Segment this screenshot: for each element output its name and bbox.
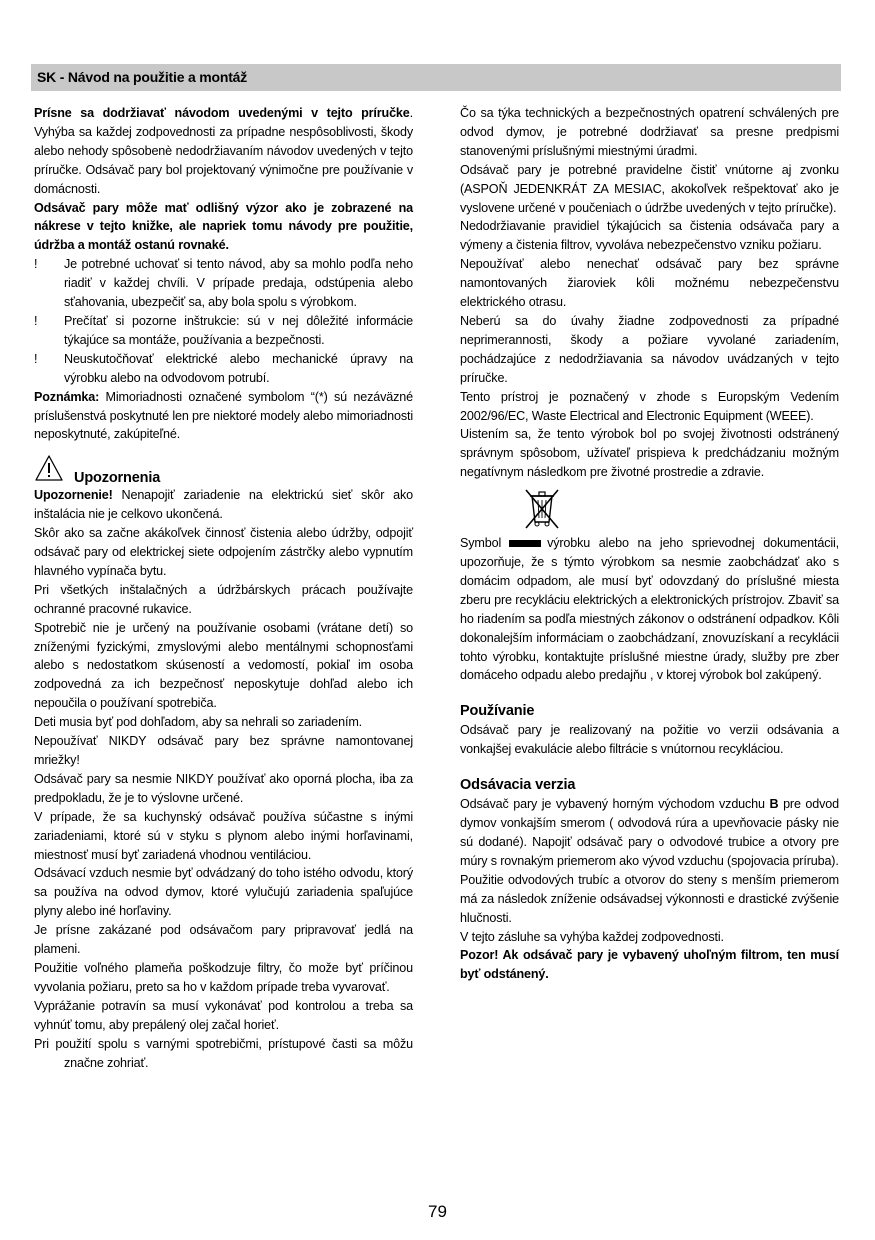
warning-triangle-icon — [34, 454, 64, 482]
right-column — [460, 104, 839, 984]
intro-paragraph: Prísne sa dodržiavať návodom uvedenými v tejto príručke. Vyhýba sa každej zodpovednosti za prípadne nespôsoblivosti, škody alebo nehody spôsobenè nedodržiavaním návodov uvedených v tejto príručke. Odsávač pary bol projektovaný výnimočne pre používanie v domácnosti. — [34, 106, 413, 196]
bullet-item: ! Prečítať si pozorne inštrukcie: sú v nej dôležité informácie týkajúce sa montáže, používania a bezpečnosti. — [34, 313, 413, 347]
safety-paragraph: Deti musia byť pod dohľadom, aby sa nehrali so zariadením. — [34, 715, 363, 730]
safety-paragraph: Spotrebič nie je určený na používanie osobami (vrátane detí) so zníženými fyzickými, zmyslovými alebo mentálnymi schopnosťami alebo s nedostatkom skúseností a vedomostí, pokiaľ im osoba zodpovedná za ich bezpečnosť neposkytuje dohľad alebo ich nepoučila o používaní spotrebiča. — [34, 620, 413, 711]
section-header-bar — [31, 64, 841, 91]
info-paragraph: Nedodržiavanie pravidiel týkajúcich sa čistenia odsávača pary a výmeny a čistenia filtrov, vyvoláva nebezpečenstvo vzniku požiaru. — [460, 219, 839, 253]
safety-paragraph: Odsávací vzduch nesmie byť odvádzaný do toho istého odvodu, ktorý sa používa na odvod dymov, ktoré vylučujú zariadenia spaľujúce plyny alebo iné horľaviny. — [34, 866, 413, 919]
safety-paragraph: Pri všetkých inštalačných a údržbárskych prácach používajte ochranné pracovné rukavice. — [34, 582, 413, 616]
symbol-paragraph: Symbol výrobku alebo na jeho sprievodnej dokumentácii, upozorňuje, že s týmto výrobkom sa nesmie zaobchádzať ako s domácim odpadom, ale musí byť odovzdaný do príslušné miesta zberu pre recykláciu elektrických a elektronických prístrojov. Zbaviť sa ho riadením sa podľa miestných zákonov o odstránení odpadkov. Kôli dokonalejším informáciam o zaobchádzaní, znovuzískaní a recyklácii tohto výrobku, kontaktujte príslušné miestne úrady, služby pre zber domáceho odpadu alebo predajňu , v ktorej výrobok bol zakúpený. — [460, 536, 839, 683]
bullet-item: ! Je potrebné uchovať si tento návod, aby sa mohlo podľa neho riadiť v každej chvíli. V prípade predaja, odstúpenia alebo sťahovania, ubezpečiť sa, aby bola spolu s výrobkom. — [34, 257, 413, 310]
info-paragraph: Neberú sa do úvahy žiadne zodpovednosti za prípadné neprimerannosti, škody a požiare vyvolané zariadením, pochádzajúce z nedodržiavania sa návodov uvádzaných v tejto príručke. — [460, 313, 839, 385]
crossed-out-bin-icon — [522, 486, 562, 530]
warning-paragraph: Upozornenie! Nenapojiť zariadenie na elektrickú sieť skôr ako inštalácia nie je celkovo ukončená. — [34, 488, 413, 522]
safety-paragraph: V prípade, že sa kuchynský odsávač používa súčastne s inými zariadeniami, ktoré sú v styku s plynom alebo inými horľavinami, miestnosť musí byť zariadená vhodnou ventiláciou. — [34, 809, 413, 862]
usage-heading: Používanie — [460, 703, 535, 720]
safety-paragraph: Skôr ako sa začne akákoľvek činnosť čistenia alebo údržby, odpojiť odsávač pary od elektrickej siete odpojením zástrčky alebo vypnutím hlavného vypínača bytu. — [34, 526, 413, 578]
exclamation-mark: ! — [34, 313, 38, 328]
exclamation-mark: ! — [34, 257, 38, 272]
info-paragraph: Čo sa týka technických a bezpečnostných opatrení schválených pre odvod dymov, je potrebné dodržiavať sa presne predpismi stanovenými príslušnými miestnými úradmi. — [460, 106, 839, 158]
extraction-heading: Odsávacia verzia — [460, 777, 576, 794]
safety-paragraph: Vyprážanie potravín sa musí vykonávať pod kontrolou a treba sa vyhnúť tomu, aby prepálený olej začal horieť. — [34, 998, 413, 1032]
safety-paragraph: Pri použití spolu s varnými spotrebičmi, prístupové časti sa môžu značne zohriať. — [34, 1036, 413, 1070]
appearance-note: Odsávač pary môže mať odlišný výzor ako je zobrazené na nákrese v tejto knižke, ale napriek tomu návody pre použitie, údržba a montáž ostanú rovnaké. — [34, 200, 413, 253]
info-paragraph: Nepoužívať alebo nenechať odsávač pary bez správne namontovaných žiaroviek kôli možnému nebezpečenstvu elektrického otrasu. — [460, 257, 839, 310]
exclamation-mark: ! — [34, 351, 38, 366]
bullet-item: ! Neuskutočňovať elektrické alebo mechanické úpravy na výrobku alebo na odvodovom potrubí. — [34, 351, 413, 385]
section-title: SK - Návod na použitie a montáž — [37, 69, 248, 85]
info-paragraph: Tento prístroj je poznačený v zhode s Europským Vedením 2002/96/EC, Waste Electrical and Electronic Equipment (WEEE). — [460, 389, 839, 423]
safety-paragraph: Použitie voľného plameňa poškodzuje filtry, čo može byť príčinou vyvolania požiaru, preto sa ho v každom prípade treba vyvarovať. — [34, 960, 413, 994]
extraction-paragraph: Odsávač pary je vybavený horným východom vzduchu B pre odvod dymov vonkajším smerom ( odvodová rúra a upevňovacie pásky nie sú dodané). Napojiť odsávač pary o odvodové trubice a otvory pre múry s rovnakým priemerom ako vývod vzduchu (spojovacia príruba). — [460, 797, 839, 868]
warnings-heading-text: Upozornenia — [74, 470, 161, 487]
info-paragraph: Odsávač pary je potrebné pravidelne čistiť vnútorne aj zvonku (ASPOŇ JEDENKRÁT ZA MESIAC, akokoľvek rešpektovať ako je vyslovene určené v poučeniach o údržbe uvedených v tejto príručke). — [460, 162, 839, 215]
warnings-heading — [34, 460, 413, 486]
black-bar-icon — [509, 540, 541, 547]
safety-paragraph: Nepoužívať NIKDY odsávač pary bez správne namontovanej mriežky! — [34, 734, 413, 767]
note-paragraph: Poznámka: Mimoriadnosti označené symbolom “(*) sú nezáväzné príslušenstvá poskytnuté len pre niektoré modely alebo mimoriadnosti neposkytnuté, zakúpiteľné. — [34, 389, 414, 442]
extraction-paragraph: Použitie odvodových trubíc a otvorov do steny s menším priemerom má za následok zníženie odsávadsej výkonnosti e drastické zvýšenie hlučnosti. — [460, 872, 839, 925]
carbon-filter-warning: Pozor! Ak odsávač pary je vybavený uhoľným filtrom, ten musí byť odstánený. — [460, 948, 839, 982]
safety-paragraph: Odsávač pary sa nesmie NIKDY používať ako oporná plocha, iba za predpokladu, že je to výslovne určené. — [34, 771, 413, 805]
info-paragraph: Uistením sa, že tento výrobok bol po svojej životnosti odstránený správnym spôsobom, užívateľ prispieva k predchádzaniu možným negatívnym následkom pre životné prostredie a zdravie. — [460, 427, 839, 480]
safety-paragraph: Je prísne zakázané pod odsávačom pary pripravovať jedlá na plameni. — [34, 923, 413, 957]
extraction-paragraph: V tejto zásluhe sa vyhýba každej zodpovednosti. — [460, 929, 724, 944]
usage-paragraph: Odsávač pary je realizovaný na požitie vo verzii odsávania a vonkajšej evakulácie alebo filtrácie s vnútornou recykláciou. — [460, 723, 839, 757]
page-number: 79 — [428, 1202, 447, 1221]
left-column — [34, 104, 413, 1072]
